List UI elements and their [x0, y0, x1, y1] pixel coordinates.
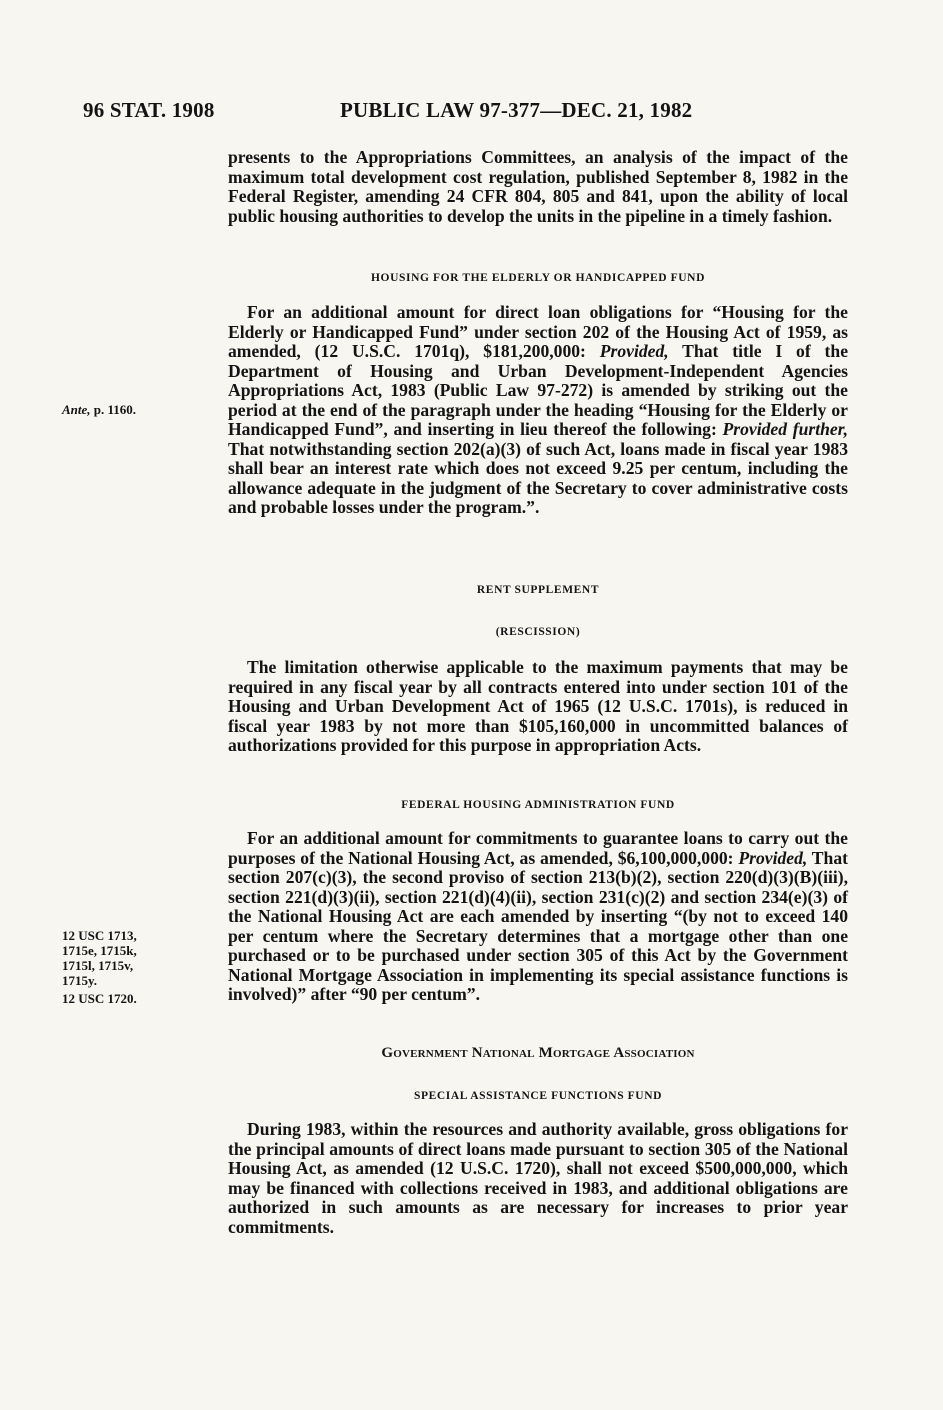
usc-cite-line: 1715e, 1715k, — [62, 943, 137, 958]
elderly-text-2: That title I of the Department of Housing and Urban Development-Independent Agencies Appropriations Act, 1983 (Public Law 97-272) is amended by striking out the period at the end of the paragraph under the heading “Housing for the Elderly or Handicapped Fund”, and inserting in lieu thereof the following: — [228, 341, 849, 439]
intro-paragraph: presents to the Appropriations Committees, an analysis of the impact of the maximum total development cost regulation, published September 8, 1982 in the Federal Register, amending 24 CFR 804, 805 and 841, upon the ability of local public housing authorities to develop the units in the pipeline in a timely fashion. — [228, 147, 848, 226]
special-body — [228, 1120, 848, 1237]
ante-label: Ante, — [62, 402, 91, 417]
rent-body — [228, 658, 848, 756]
gnma-heading: Government National Mortgage Association — [381, 1045, 695, 1061]
fha-text-1: For an additional amount for commitments to guarantee loans to carry out the purposes of the National Housing Act, as amended, $6,100,000,000: — [228, 828, 848, 868]
elderly-text-1: For an additional amount for direct loan obligations for “Housing for the Elderly or Handicapped Fund” under section 202 of the Housing Act of 1959, as amended, (12 U.S.C. 1701q), $181,200,000: — [228, 302, 848, 361]
intro-section — [228, 148, 848, 226]
elderly-section — [228, 272, 848, 284]
fha-section — [228, 799, 848, 811]
usc-margin-note-1 — [62, 928, 137, 988]
usc-margin-note-2: 12 USC 1720. — [62, 991, 137, 1006]
elderly-heading: HOUSING FOR THE ELDERLY OR HANDICAPPED FUND — [371, 272, 705, 284]
rent-section — [228, 584, 848, 596]
rent-heading: RENT SUPPLEMENT — [476, 584, 600, 596]
elderly-provided-further: Provided further, — [722, 419, 848, 439]
special-section — [228, 1090, 848, 1102]
rescission-section — [228, 626, 848, 638]
elderly-paragraph — [228, 303, 848, 518]
special-paragraph: During 1983, within the resources and authority available, gross obligations for the principal amounts of direct loans made pursuant to section 305 of the National Housing Act, as amended (12 U.S.C. 1720), shall not exceed $500,000,000, which may be financed with collections received in 1983, and additional obligations are authorized in such amounts as are necessary for increases to prior year commitments. — [228, 1119, 848, 1237]
gnma-section — [228, 1045, 848, 1062]
stat-reference: 96 STAT. 1908 — [83, 98, 215, 122]
ante-margin-note — [62, 402, 136, 417]
rescission-heading: (RESCISSION) — [495, 626, 581, 638]
fha-paragraph — [228, 829, 848, 1005]
elderly-text-3: That notwithstanding section 202(a)(3) of such Act, loans made in fiscal year 1983 shall bear an interest rate which does not exceed 9.25 per centum, including the allowance adequate in the judgment of the Secretary to cover administrative costs and probable losses under the program.”. — [228, 438, 848, 517]
usc-cite-line: 1715y. — [62, 973, 98, 988]
rent-paragraph: The limitation otherwise applicable to the maximum payments that may be required in any fiscal year by all contracts entered into under section 101 of the Housing and Urban Development Act of 1965 (12 U.S.C. 1701s), is reduced in fiscal year 1983 by not more than $105,160,000 in uncommitted balances of authorizations provided for this purpose in appropriation Acts. — [228, 657, 848, 755]
usc-cite-line: 12 USC 1713, — [62, 928, 137, 943]
law-title: PUBLIC LAW 97-377—DEC. 21, 1982 — [340, 98, 693, 122]
fha-body — [228, 829, 848, 1005]
fha-provided: Provided, — [738, 847, 808, 868]
fha-heading: FEDERAL HOUSING ADMINISTRATION FUND — [401, 799, 675, 811]
ante-page: p. 1160. — [93, 402, 137, 417]
fha-text-2: That section 207(c)(3), the second proviso of section 213(b)(2), section 220(d)(3)(B)(iii), section 221(d)(3)(ii), section 221(d)(4)(ii), section 231(c)(2) and section 234(e)(3) of the National Housing Act are each amended by inserting “(by not to exceed 140 per centum where the Secretary determines that a mortgage other than one purchased or to be purchased under section 305 of this Act by the Government National Mortgage Association in implementing its special assistance functions is involved)” after “90 per centum”. — [228, 847, 848, 1004]
elderly-provided: Provided, — [599, 341, 669, 361]
usc-cite-line: 1715l, 1715v, — [62, 958, 134, 973]
special-heading: SPECIAL ASSISTANCE FUNCTIONS FUND — [413, 1090, 663, 1102]
elderly-body — [228, 303, 848, 518]
